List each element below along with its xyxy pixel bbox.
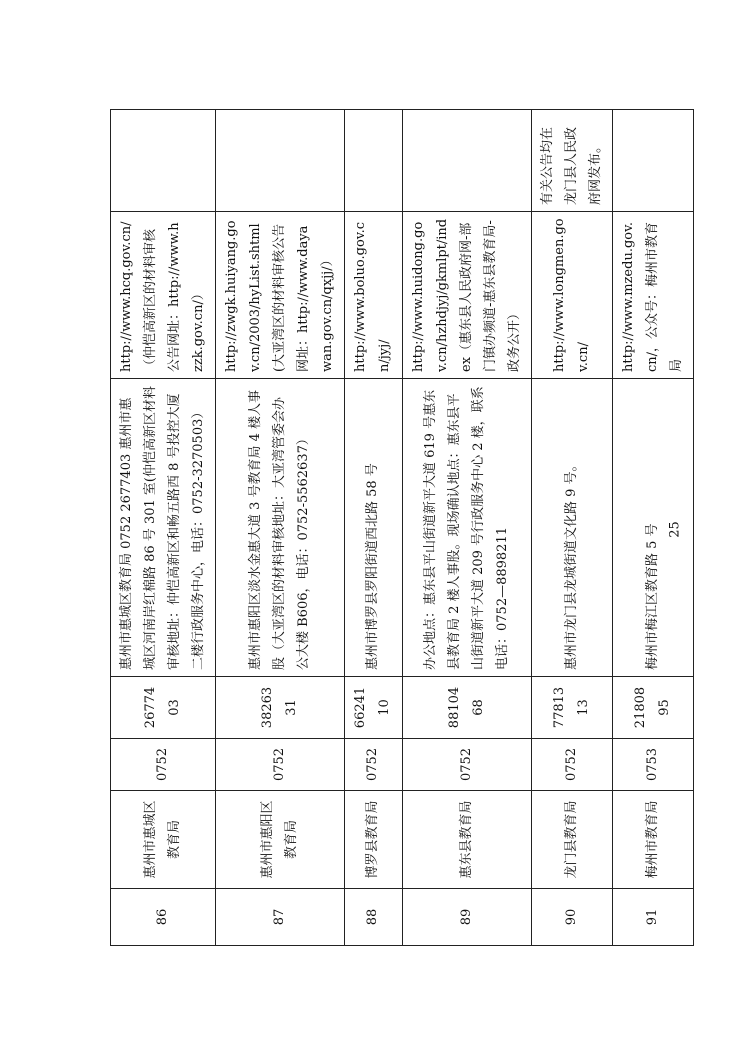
website: http://www.boluo.gov.cn/jyj/ xyxy=(345,212,402,379)
website: http://www.longmen.gov.cn/ xyxy=(531,212,612,379)
row-number: 87 xyxy=(216,889,345,946)
table-row xyxy=(402,110,531,946)
area-code: 0752 xyxy=(111,739,216,791)
phone-number: 7781313 xyxy=(531,677,612,739)
phone-number: 3826331 xyxy=(216,677,345,739)
rotated-table-container xyxy=(110,110,684,946)
phone-number: 2180895 xyxy=(612,677,693,739)
note xyxy=(402,110,531,212)
address: 办公地点：惠东县平山街道新平大道 619 号惠东县教育局 2 楼人事股。现场确认地点：惠东县平山街道新平大道 209 号行政服务中心 2 楼，联系电话：0752—8898211 xyxy=(402,379,531,677)
area-code: 0752 xyxy=(402,739,531,791)
organization-name: 龙门县教育局 xyxy=(531,791,612,889)
organization-name: 惠州市惠城区教育局 xyxy=(111,791,216,889)
website: http://zwgk.huiyang.gov.cn/2003/hyList.shtml(大亚湾区的材料审核公告网址：http://www.dayawan.gov.cn/qxjj/） xyxy=(216,212,345,379)
website: http://www.hcq.gov.cn/（仲恺高新区的材料审核公告网址：http://www.hzzk.gov.cn/） xyxy=(111,212,216,379)
contact-table xyxy=(110,109,694,946)
address: 惠州市龙门县龙城街道文化路 9 号。 xyxy=(531,379,612,677)
row-number: 91 xyxy=(612,889,693,946)
organization-name: 梅州市教育局 xyxy=(612,791,693,889)
address: 惠州市惠阳区淡水金惠大道 3 号教育局 4 楼人事股（大亚湾区的材料审核地址：大亚湾管委会办公大楼 B606，电话：0752-5562637） xyxy=(216,379,345,677)
row-number: 88 xyxy=(345,889,402,946)
area-code: 0753 xyxy=(612,739,693,791)
note xyxy=(111,110,216,212)
address: 惠州市惠城区教育局 0752 2677403 惠州市惠城区河南岸红棉路 86 号 301 室(仲恺高新区材料审核地址：仲恺高新区和畅五路西 8 号投控大厦二楼行政服务中心，电话：0752-3270503） xyxy=(111,379,216,677)
website: http://www.huidong.gov.cn/hzhdjyj/gkmlpt/index（惠东县人民政府网-部门镇办频道-惠东县教育局-政务公开） xyxy=(402,212,531,379)
address: 惠州市博罗县罗阳街道西北路 58 号 xyxy=(345,379,402,677)
website: http://www.mzedu.gov.cn/，公众号：梅州市教育局 xyxy=(612,212,693,379)
table-row xyxy=(111,110,216,946)
area-code: 0752 xyxy=(531,739,612,791)
phone-number: 6624110 xyxy=(345,677,402,739)
table-row xyxy=(345,110,402,946)
phone-number: 2677403 xyxy=(111,677,216,739)
row-number: 86 xyxy=(111,889,216,946)
table-row xyxy=(216,110,345,946)
phone-number: 8810468 xyxy=(402,677,531,739)
organization-name: 博罗县教育局 xyxy=(345,791,402,889)
area-code: 0752 xyxy=(216,739,345,791)
row-number: 89 xyxy=(402,889,531,946)
note xyxy=(345,110,402,212)
organization-name: 惠州市惠阳区教育局 xyxy=(216,791,345,889)
note xyxy=(612,110,693,212)
note xyxy=(216,110,345,212)
area-code: 0752 xyxy=(345,739,402,791)
organization-name: 惠东县教育局 xyxy=(402,791,531,889)
page-number: 25 xyxy=(667,521,683,538)
note: 有关公告均在龙门县人民政府网发布。 xyxy=(531,110,612,212)
address: 梅州市梅江区教育路 5 号 xyxy=(612,379,693,677)
table-row xyxy=(531,110,612,946)
row-number: 90 xyxy=(531,889,612,946)
